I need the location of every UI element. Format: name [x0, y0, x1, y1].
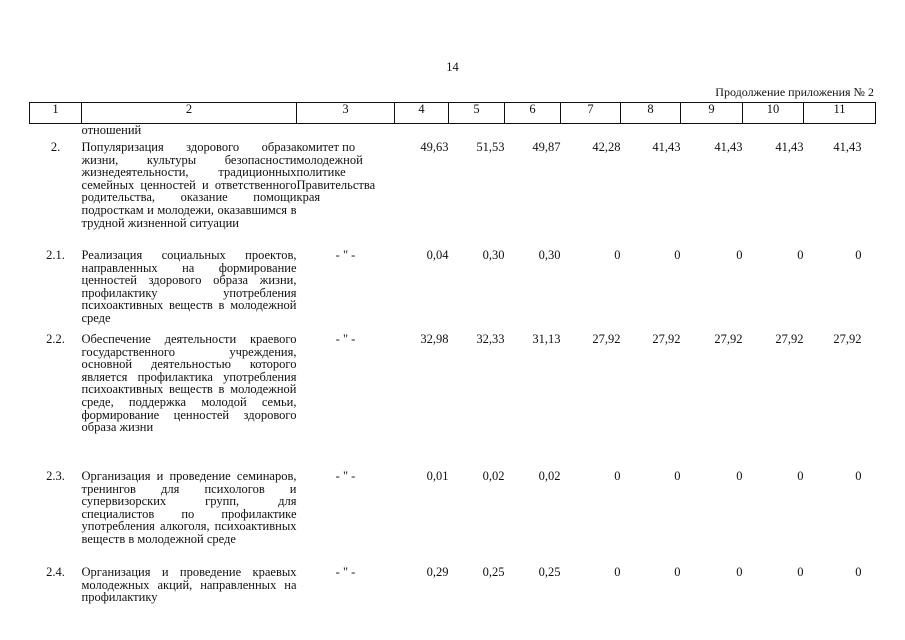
row-value: 0	[855, 469, 862, 483]
row-value: 0	[736, 469, 743, 483]
row-responsible: - " -	[335, 332, 356, 346]
header-cell: 3	[297, 103, 395, 124]
row-value: 42,28	[592, 140, 621, 154]
row-value: 0	[855, 565, 862, 579]
row-value: 49,63	[420, 140, 449, 154]
header-cell: 8	[621, 103, 681, 124]
row-value: 32,33	[476, 332, 505, 346]
table-row	[30, 141, 876, 249]
header-cell: 2	[82, 103, 297, 124]
row-value: 0,02	[482, 469, 505, 483]
row-number: 2.1.	[46, 248, 65, 262]
row-value: 27,92	[714, 332, 743, 346]
row-responsible: - " -	[335, 248, 356, 262]
row-value: 0	[797, 565, 804, 579]
row-description: Организация и проведение семинаров, тренингов для психологов и супервизорских групп, для специалистов по профилактике употребления алкоголя, психоактивных веществ в молодежной среде	[81, 469, 297, 546]
header-cell: 9	[681, 103, 743, 124]
row-value: 0,02	[538, 469, 561, 483]
row-description: Реализация социальных проектов, направленных на формирование ценностей здорового образа жизни, профилактику употребления психоактивных веществ в молодежной среде	[81, 248, 297, 325]
header-cell: 5	[449, 103, 505, 124]
row-value: 27,92	[775, 332, 804, 346]
row-number: 2.2.	[46, 332, 65, 346]
header-row	[30, 103, 876, 124]
row-number: 2.3.	[46, 469, 65, 483]
row-value: 0	[614, 248, 621, 262]
row-value: 0	[736, 248, 743, 262]
row-value: 0,25	[482, 565, 505, 579]
header-cell: 10	[743, 103, 804, 124]
row-description: Организация и проведение краевых молодежных акций, направленных на профилактику	[81, 565, 297, 605]
row-value: 0	[797, 469, 804, 483]
row-value: 41,43	[775, 140, 804, 154]
header-cell: 1	[30, 103, 82, 124]
row-value: 0,30	[538, 248, 561, 262]
table-row	[30, 333, 876, 470]
row-value: 41,43	[714, 140, 743, 154]
row-value: 0	[797, 248, 804, 262]
row-value: 0	[674, 248, 681, 262]
row-value: 0	[855, 248, 862, 262]
row-responsible: - " -	[335, 565, 356, 579]
header-cell: 4	[395, 103, 449, 124]
row-value: 51,53	[476, 140, 505, 154]
row-value: 27,92	[652, 332, 681, 346]
row-value: 0,30	[482, 248, 505, 262]
row-value: 32,98	[420, 332, 449, 346]
continued-description: отношений	[81, 123, 142, 137]
table-row	[30, 470, 876, 566]
row-value: 0	[736, 565, 743, 579]
continuation-row	[30, 124, 876, 142]
table-row	[30, 249, 876, 333]
continuation-label: Продолжение приложения № 2	[715, 85, 874, 99]
row-responsible: комитет по молодежной политике Правительства края	[296, 140, 376, 205]
row-value: 0	[614, 565, 621, 579]
header-cell: 6	[505, 103, 561, 124]
row-value: 41,43	[833, 140, 862, 154]
row-value: 0	[614, 469, 621, 483]
row-value: 27,92	[592, 332, 621, 346]
row-value: 0,04	[426, 248, 449, 262]
row-number: 2.	[50, 140, 61, 154]
row-description: Обеспечение деятельности краевого государственного учреждения, основной деятельностью которого является профилактика употребления психоактивных веществ в молодежной среде, поддержка молодой семьи, формирование ценностей здорового образа жизни	[81, 332, 297, 435]
header-cell: 7	[561, 103, 621, 124]
row-value: 31,13	[532, 332, 561, 346]
row-value: 0,29	[426, 565, 449, 579]
row-value: 0,01	[426, 469, 449, 483]
row-responsible: - " -	[335, 469, 356, 483]
row-value: 49,87	[532, 140, 561, 154]
row-value: 27,92	[833, 332, 862, 346]
row-value: 41,43	[652, 140, 681, 154]
page-number: 14	[446, 60, 459, 74]
row-number: 2.4.	[46, 565, 65, 579]
row-value: 0	[674, 565, 681, 579]
table-row	[30, 566, 876, 614]
row-value: 0,25	[538, 565, 561, 579]
row-description: Популяризация здорового образа жизни, культуры безопасности жизнедеятельности, традиционных семейных ценностей и ответственного родительства, оказание помощи подросткам и молодежи, оказавшимся в трудной жизненной ситуации	[81, 140, 297, 230]
header-cell: 11	[804, 103, 876, 124]
row-value: 0	[674, 469, 681, 483]
program-budget-table	[29, 102, 876, 614]
